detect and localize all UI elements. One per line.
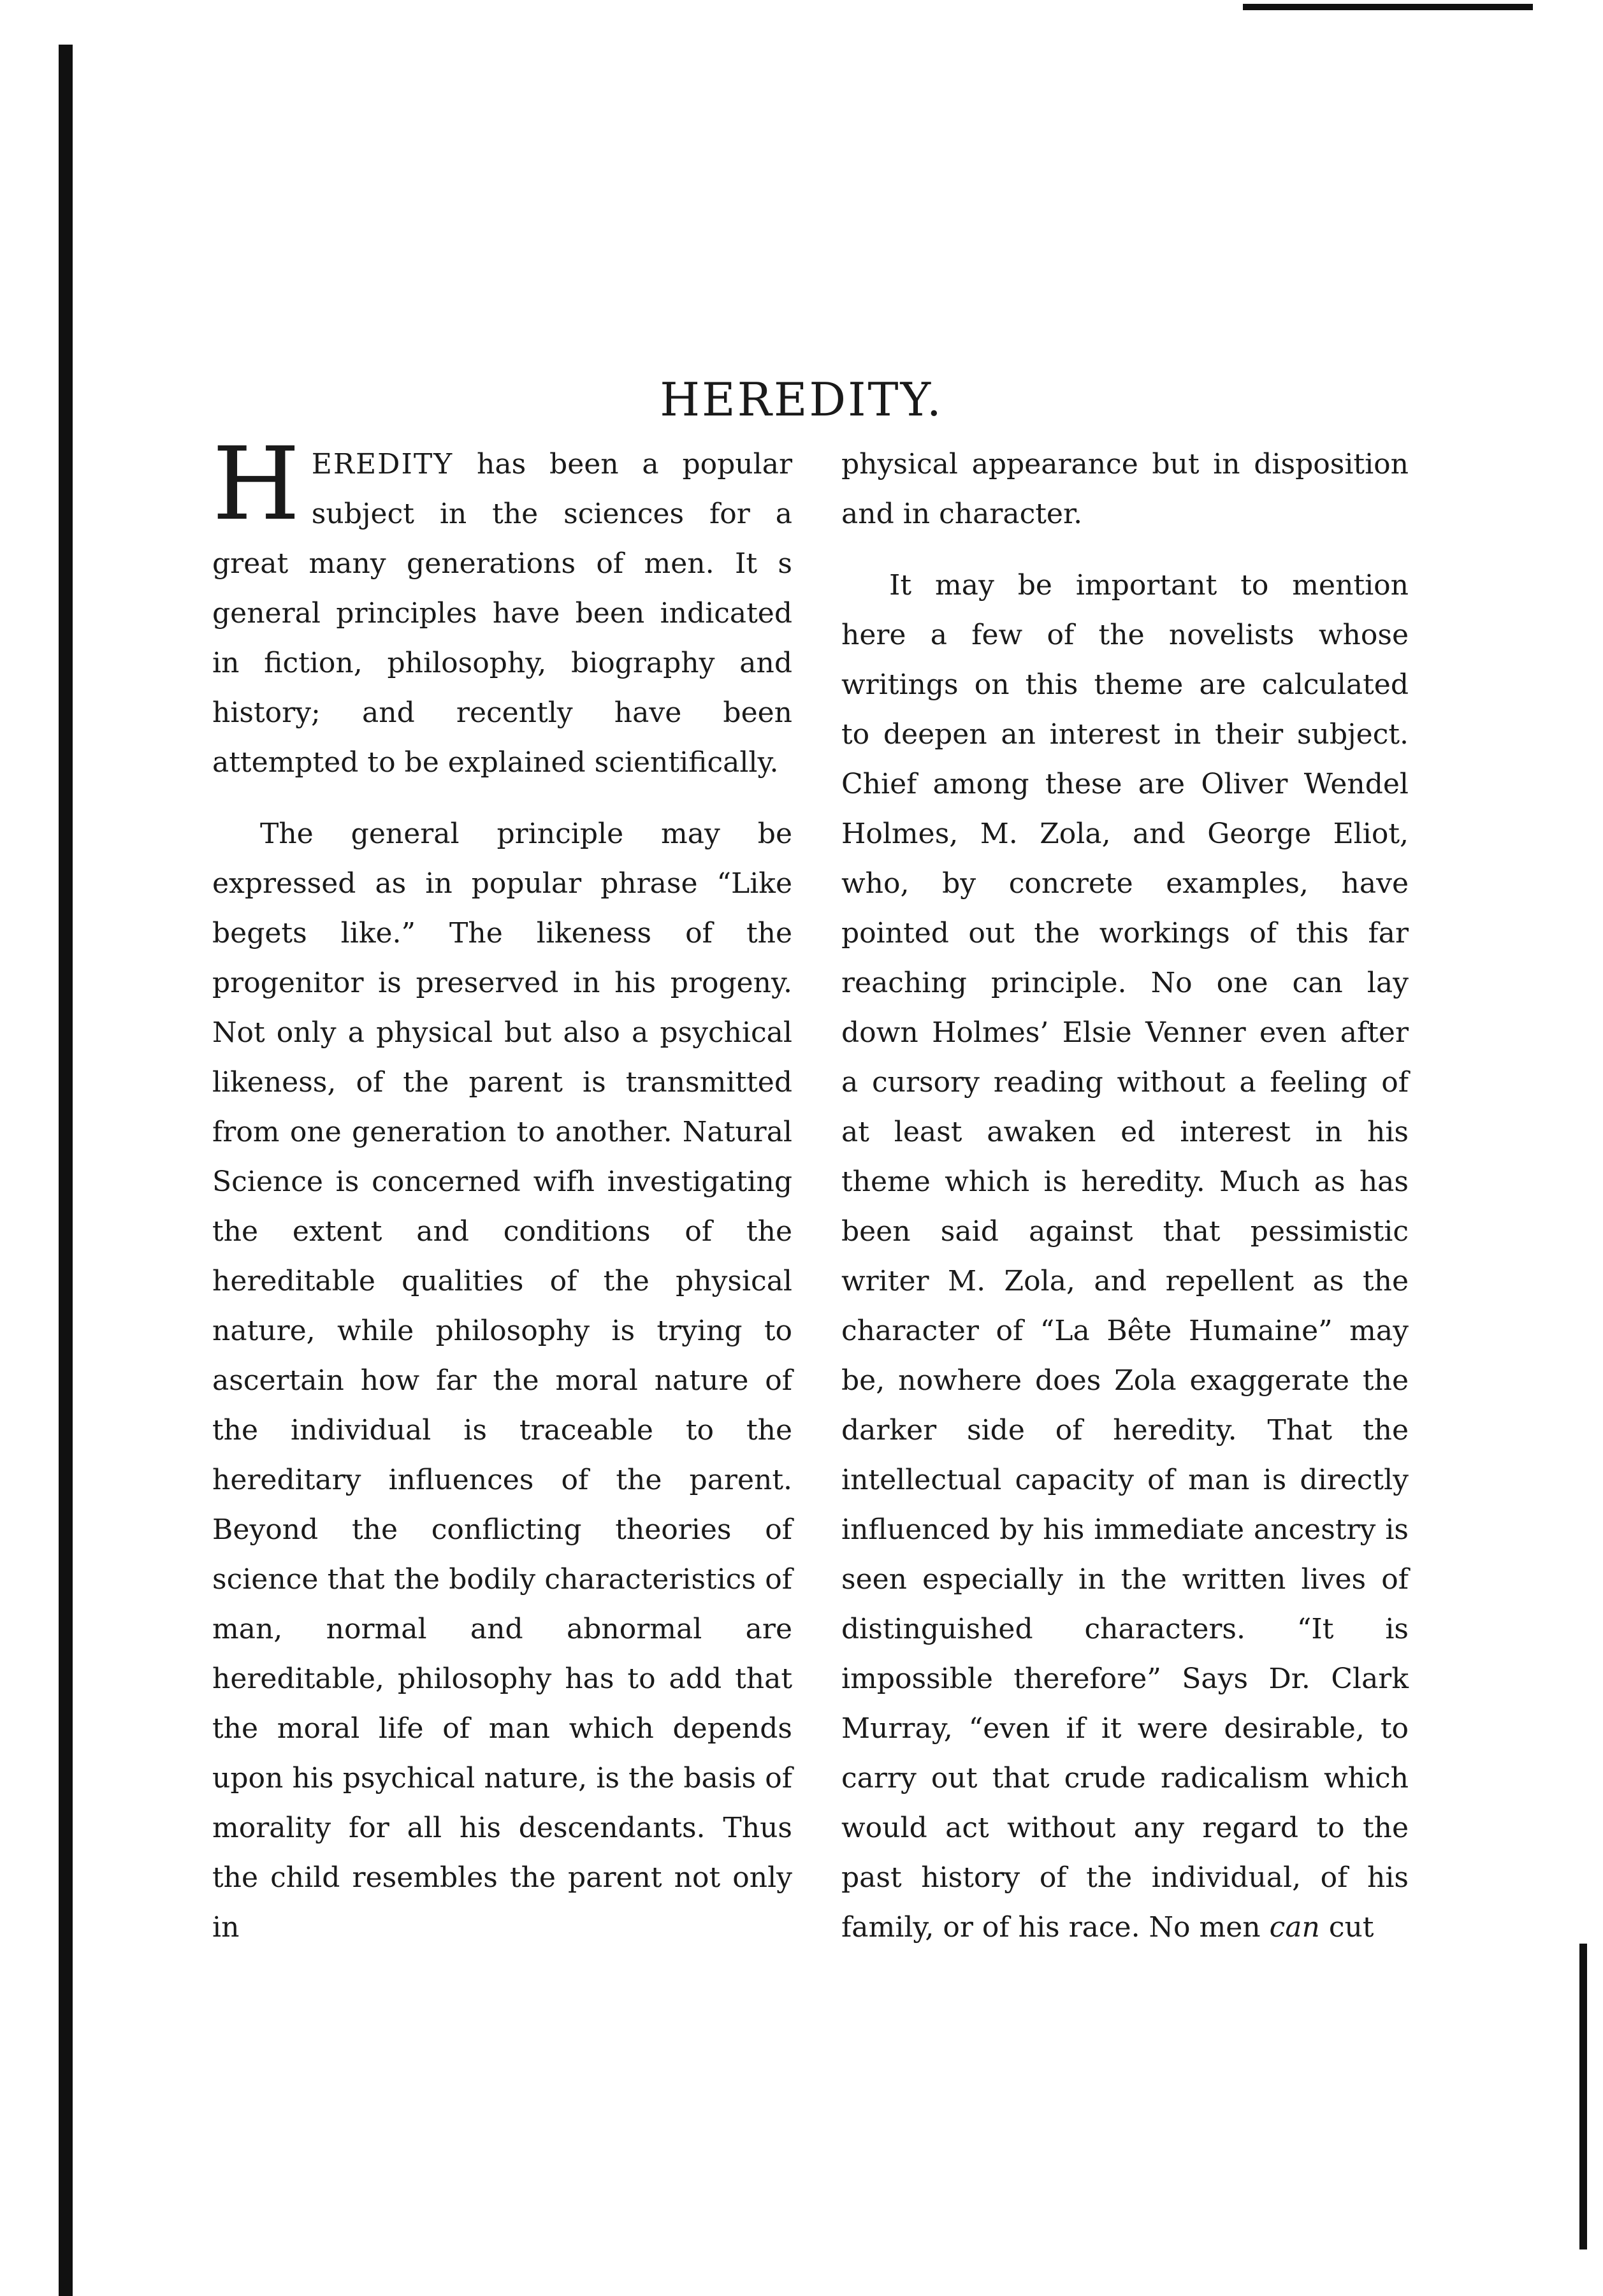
paragraph-general-principle: The general principle may be expressed as in popular phrase “Like begets like.” The likeness of the progenitor is preserved in his progeny. Not only a physical but also a psychical likeness, of the parent is transmitted from one generation to another. Natural Science is concerned wifh investigating the extent and conditions of the hereditable qualities of the physical nature, while philosophy is trying to ascertain how far the moral nature of the individual is traceable to the hereditary influences of the parent. Beyond the conflicting theories of science that the bodily characteristics of man, normal and abnormal are hereditable, philosophy has to add that the moral life of man which depends upon his psychical nature, is the basis of morality for all his descendants. Thus the child resembles the parent not only in: [212, 818, 792, 1944]
paragraph-intro-text: has been a popular subject in the sciences for a great many generations of men. It s general principles have been indicated in fiction, philosophy, biography and history; and recently have been attempted to be explained scientifically.: [212, 448, 792, 779]
lead-caps: EREDITY: [311, 448, 454, 480]
paragraph-intro: [212, 426, 792, 788]
left-column: [212, 426, 792, 1974]
drop-cap: H: [212, 426, 300, 543]
paragraph-novelists-text: It may be important to mention here a few of the novelists whose writings on this theme are calculated to deepen an interest in their subject. Chief among these are Oliver Wendel Holmes, M. Zola, and George Eliot, who, by concrete examples, have pointed out the workings of this far reaching principle. No one can lay down Holmes’ Elsie Venner even after a cursory reading without a feeling of at least awaken ed interest in his theme which is heredity. Much as has been said against that pessimistic writer M. Zola, and repellent as the character of “La Bête Humaine” may be, nowhere does Zola exaggerate the darker side of heredity. That the intellectual capacity of man is directly influenced by his immediate ancestry is seen especially in the written lives of distinguished characters. “It is impossible therefore” Says Dr. Clark Murray, “even if it were desirable, to carry out that crude radicalism which would act without any regard to the past history of the individual, of his family, or of his race. No men: [841, 569, 1409, 1944]
scan-artifact-top-line: [1243, 4, 1533, 10]
paragraph-novelists-tail: cut: [1319, 1911, 1374, 1944]
page-title: HEREDITY.: [660, 373, 943, 426]
scan-artifact-right-edge: [1579, 1944, 1587, 2249]
emphasis-word: can: [1269, 1911, 1320, 1944]
paragraph-novelists: [841, 561, 1409, 1953]
right-column: [841, 440, 1409, 1974]
paragraph-continuation: physical appearance but in disposition and in character.: [841, 448, 1409, 530]
